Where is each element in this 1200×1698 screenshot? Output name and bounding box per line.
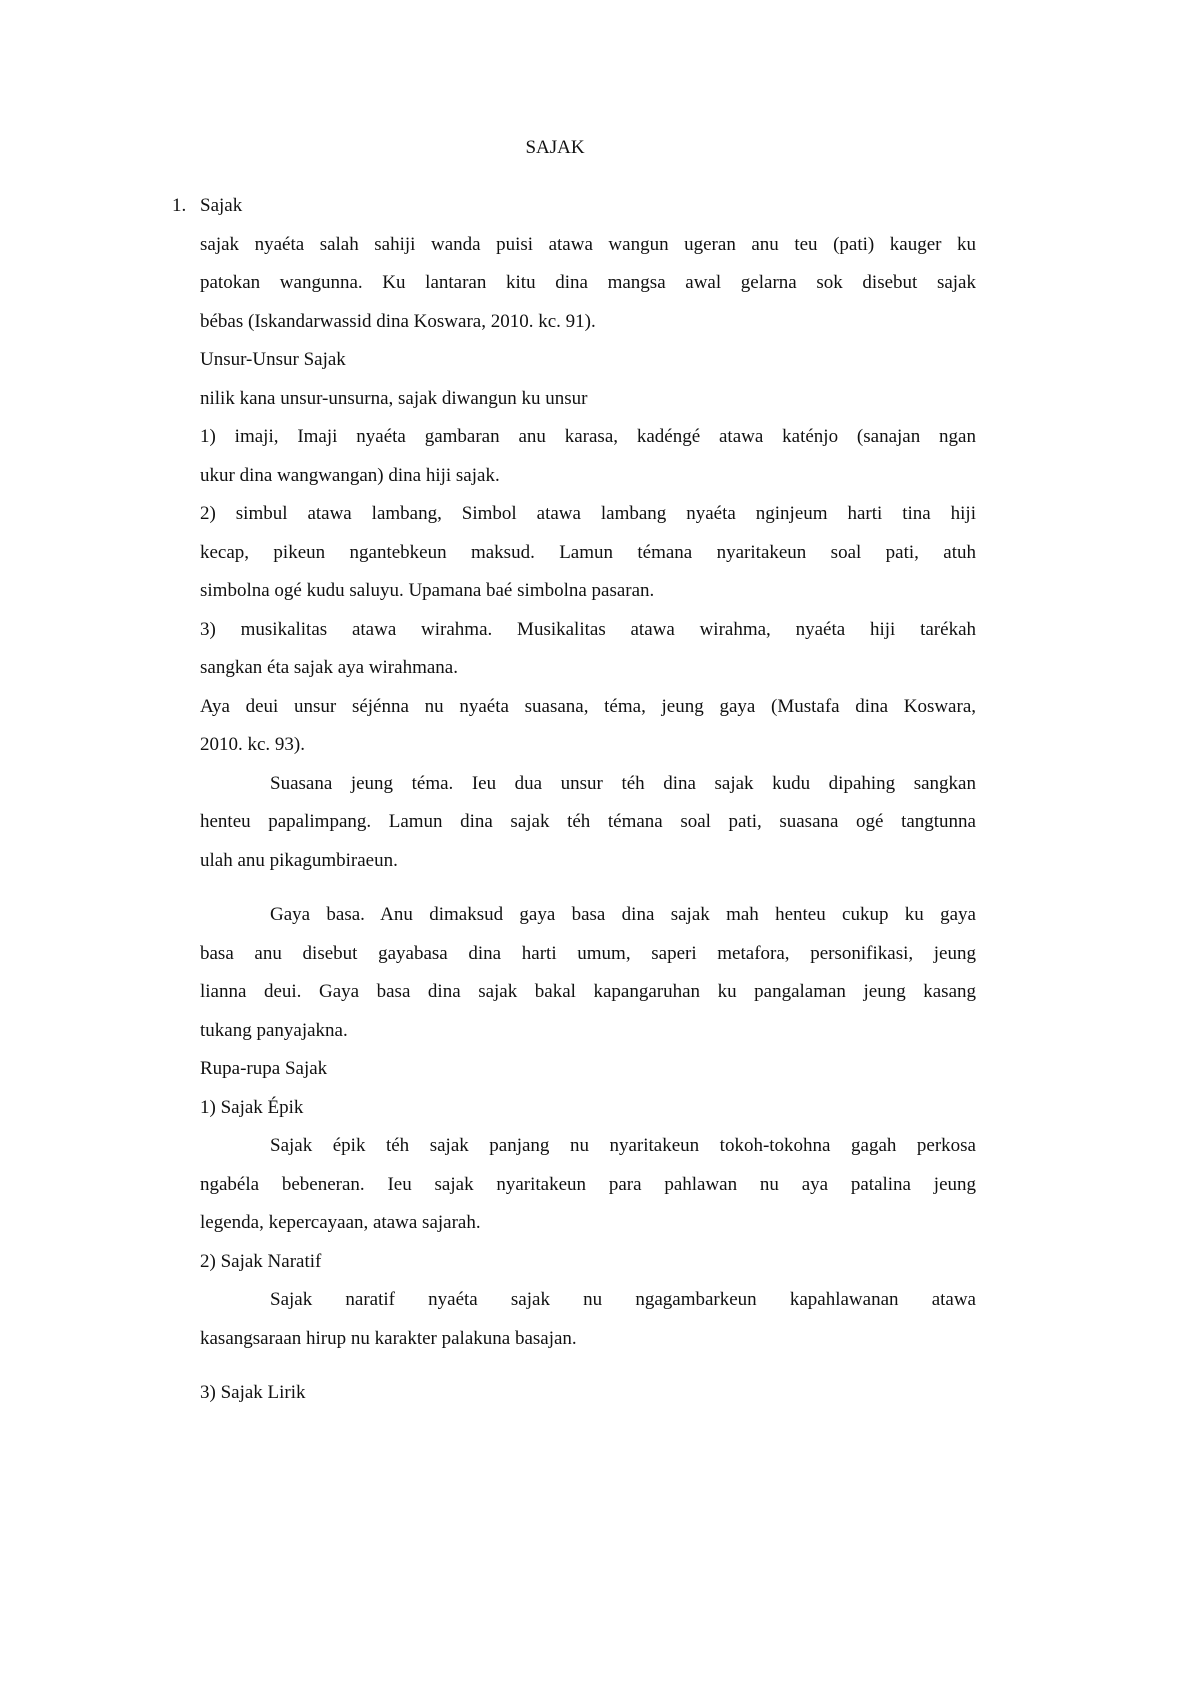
paragraph-gap xyxy=(200,1358,976,1374)
text-line: sajak nyaéta salah sahiji wanda puisi atawa wangun ugeran anu teu (pati) kauger ku xyxy=(200,233,976,255)
text-line: Aya deui unsur séjénna nu nyaéta suasana, téma, jeung gaya (Mustafa dina Koswara, xyxy=(200,695,976,717)
text-line: ukur dina wangwangan) dina hiji sajak. xyxy=(200,464,500,486)
text-line: Sajak épik téh sajak panjang nu nyaritakeun tokoh-tokohna gagah perkosa xyxy=(270,1135,976,1156)
text-line: 1) imaji, Imaji nyaéta gambaran anu karasa, kadéngé atawa katénjo (sanajan ngan xyxy=(200,426,976,447)
text-line: patokan wangunna. Ku lantaran kitu dina mangsa awal gelarna sok disebut sajak xyxy=(200,272,976,293)
subheading: Unsur-Unsur Sajak xyxy=(200,349,346,370)
text-line: basa anu disebut gayabasa dina harti umum, saperi metafora, personifikasi, jeung xyxy=(200,942,976,964)
subheading: 1) Sajak Épik xyxy=(200,1096,304,1118)
text-line: kecap, pikeun ngantebkeun maksud. Lamun témana nyaritakeun soal pati, atuh xyxy=(200,541,976,563)
section-number: 1. xyxy=(172,195,187,216)
text-line: nilik kana unsur-unsurna, sajak diwangun ku unsur xyxy=(200,387,588,409)
text-line: ulah anu pikagumbiraeun. xyxy=(200,849,398,871)
text-line: tukang panyajakna. xyxy=(200,1019,348,1041)
text-line: 2010. kc. 93). xyxy=(200,734,306,755)
paragraph-gap xyxy=(200,880,976,896)
subheading: 2) Sajak Naratif xyxy=(200,1250,322,1272)
text-line: lianna deui. Gaya basa dina sajak bakal kapangaruhan ku pangalaman jeung kasang xyxy=(200,981,976,1002)
text-line: Sajak naratif nyaéta sajak nu ngagambarkeun kapahlawanan atawa xyxy=(270,1289,976,1310)
subheading: 3) Sajak Lirik xyxy=(200,1382,306,1403)
text-line: kasangsaraan hirup nu karakter palakuna basajan. xyxy=(200,1327,577,1349)
text-line: 2) simbul atawa lambang, Simbol atawa lambang nyaéta nginjeum harti tina hiji xyxy=(200,503,976,524)
text-line: Gaya basa. Anu dimaksud gaya basa dina sajak mah henteu cukup ku gaya xyxy=(270,904,976,925)
text-line: bébas (Iskandarwassid dina Koswara, 2010. kc. 91). xyxy=(200,310,596,332)
text-line: legenda, kepercayaan, atawa sajarah. xyxy=(200,1212,481,1233)
section-heading: Sajak xyxy=(200,195,243,216)
text-line: henteu papalimpang. Lamun dina sajak téh témana soal pati, suasana ogé tangtunna xyxy=(200,811,976,832)
text-line: Suasana jeung téma. Ieu dua unsur téh dina sajak kudu dipahing sangkan xyxy=(270,772,976,794)
document-body xyxy=(200,187,976,1413)
text-line: 3) musikalitas atawa wirahma. Musikalitas atawa wirahma, nyaéta hiji tarékah xyxy=(200,618,976,640)
document-title: SAJAK xyxy=(525,137,585,158)
text-line: ngabéla bebeneran. Ieu sajak nyaritakeun para pahlawan nu aya patalina jeung xyxy=(200,1173,976,1195)
text-line: simbolna ogé kudu saluyu. Upamana baé simbolna pasaran. xyxy=(200,580,655,601)
subheading: Rupa-rupa Sajak xyxy=(200,1058,328,1079)
text-line: sangkan éta sajak aya wirahmana. xyxy=(200,657,458,678)
